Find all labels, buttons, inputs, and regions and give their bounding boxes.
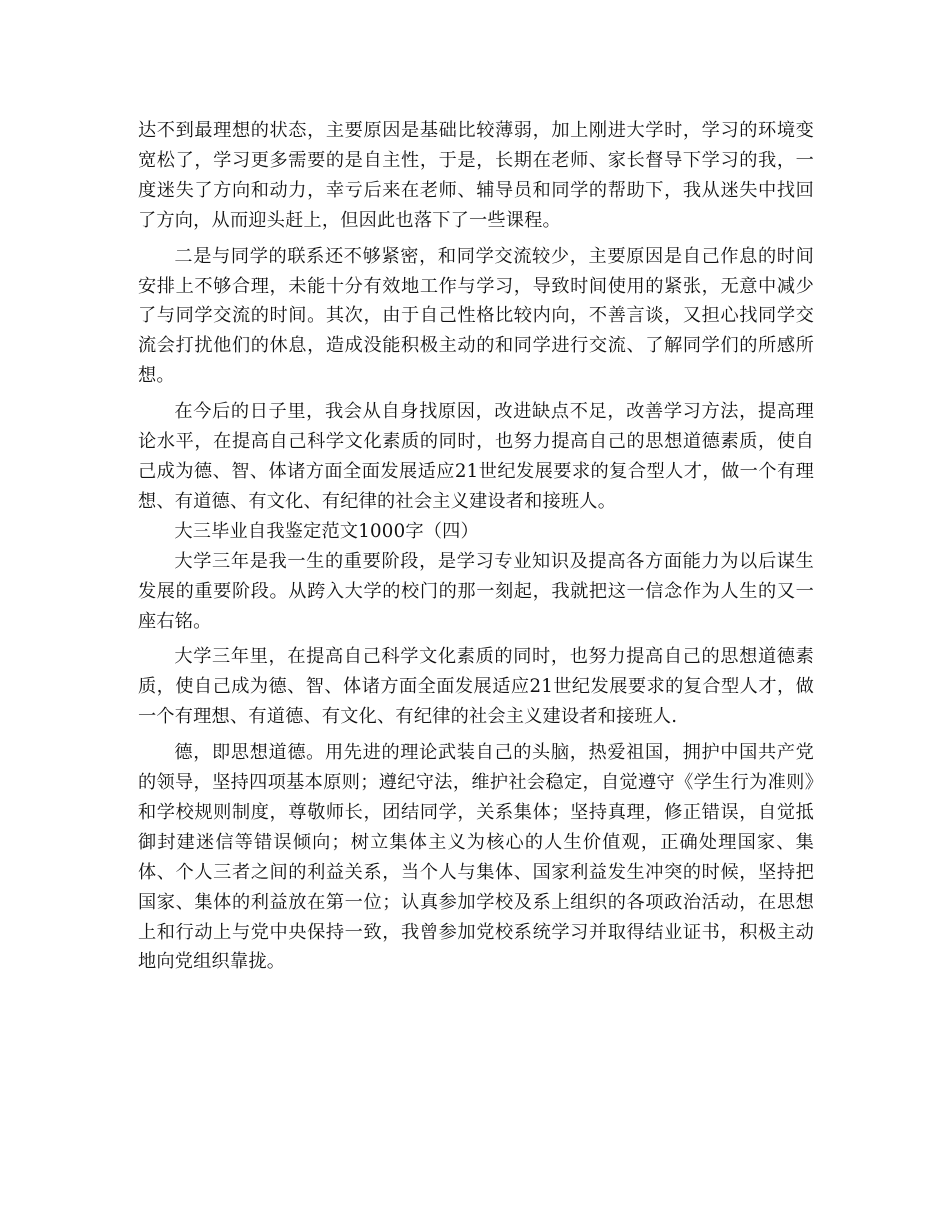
paragraph-intro-three-years: 大学三年是我一生的重要阶段，是学习专业知识及提高各方面能力为以后谋生发展的重要阶段。从跨入大学的校门的那一刻起，我就把这一信念作为人生的又一座右铭。 (138, 550, 814, 632)
paragraph-future-plans: 在今后的日子里，我会从自身找原因，改进缺点不足，改善学习方法，提高理论水平，在提高自己科学文化素质的同时，也努力提高自己的思想道德素质，使自己成为德、智、体诸方面全面发展适应21世纪发展要求的复合型人才，做一个有理想、有道德、有文化、有纪律的社会主义建设者和接班人。 (138, 401, 814, 512)
paragraph-continuation: 达不到最理想的状态，主要原因是基础比较薄弱，加上刚进大学时，学习的环境变宽松了，学习更多需要的是自主性，于是，长期在老师、家长督导下学习的我，一度迷失了方向和动力，幸亏后来在老师、辅导员和同学的帮助下，我从迷失中找回了方向，从而迎头赶上，但因此也落下了一些课程。 (138, 120, 814, 231)
paragraph-quality: 大学三年里，在提高自己科学文化素质的同时，也努力提高自己的思想道德素质，使自己成为德、智、体诸方面全面发展适应21世纪发展要求的复合型人才，做一个有理想、有道德、有文化、有纪律的社会主义建设者和接班人. (138, 646, 814, 728)
section-heading: 大三毕业自我鉴定范文1000字（四） (174, 520, 479, 542)
paragraph-communication: 二是与同学的联系还不够紧密，和同学交流较少，主要原因是自己作息的时间安排上不够合理，未能十分有效地工作与学习，导致时间使用的紧张，无意中减少了与同学交流的时间。其次，由于自己性格比较内向，不善言谈，又担心找同学交流会打扰他们的休息，造成没能积极主动的和同学进行交流、了解同学们的所感所想。 (138, 245, 814, 387)
paragraph-morality: 德，即思想道德。用先进的理论武装自己的头脑，热爱祖国，拥护中国共产党的领导，坚持四项基本原则；遵纪守法，维护社会稳定，自觉遵守《学生行为准则》和学校规则制度，尊敬师长，团结同学，关系集体；坚持真理，修正错误，自觉抵御封建迷信等错误倾向；树立集体主义为核心的人生价值观，正确处理国家、集体、个人三者之间的利益关系，当个人与集体、国家利益发生冲突的时候，坚持把国家、集体的利益放在第一位；认真参加学校及系上组织的各项政治活动，在思想上和行动上与党中央保持一致，我曾参加党校系统学习并取得结业证书，积极主动地向党组织靠拢。 (138, 742, 814, 973)
document-body (138, 116, 814, 977)
